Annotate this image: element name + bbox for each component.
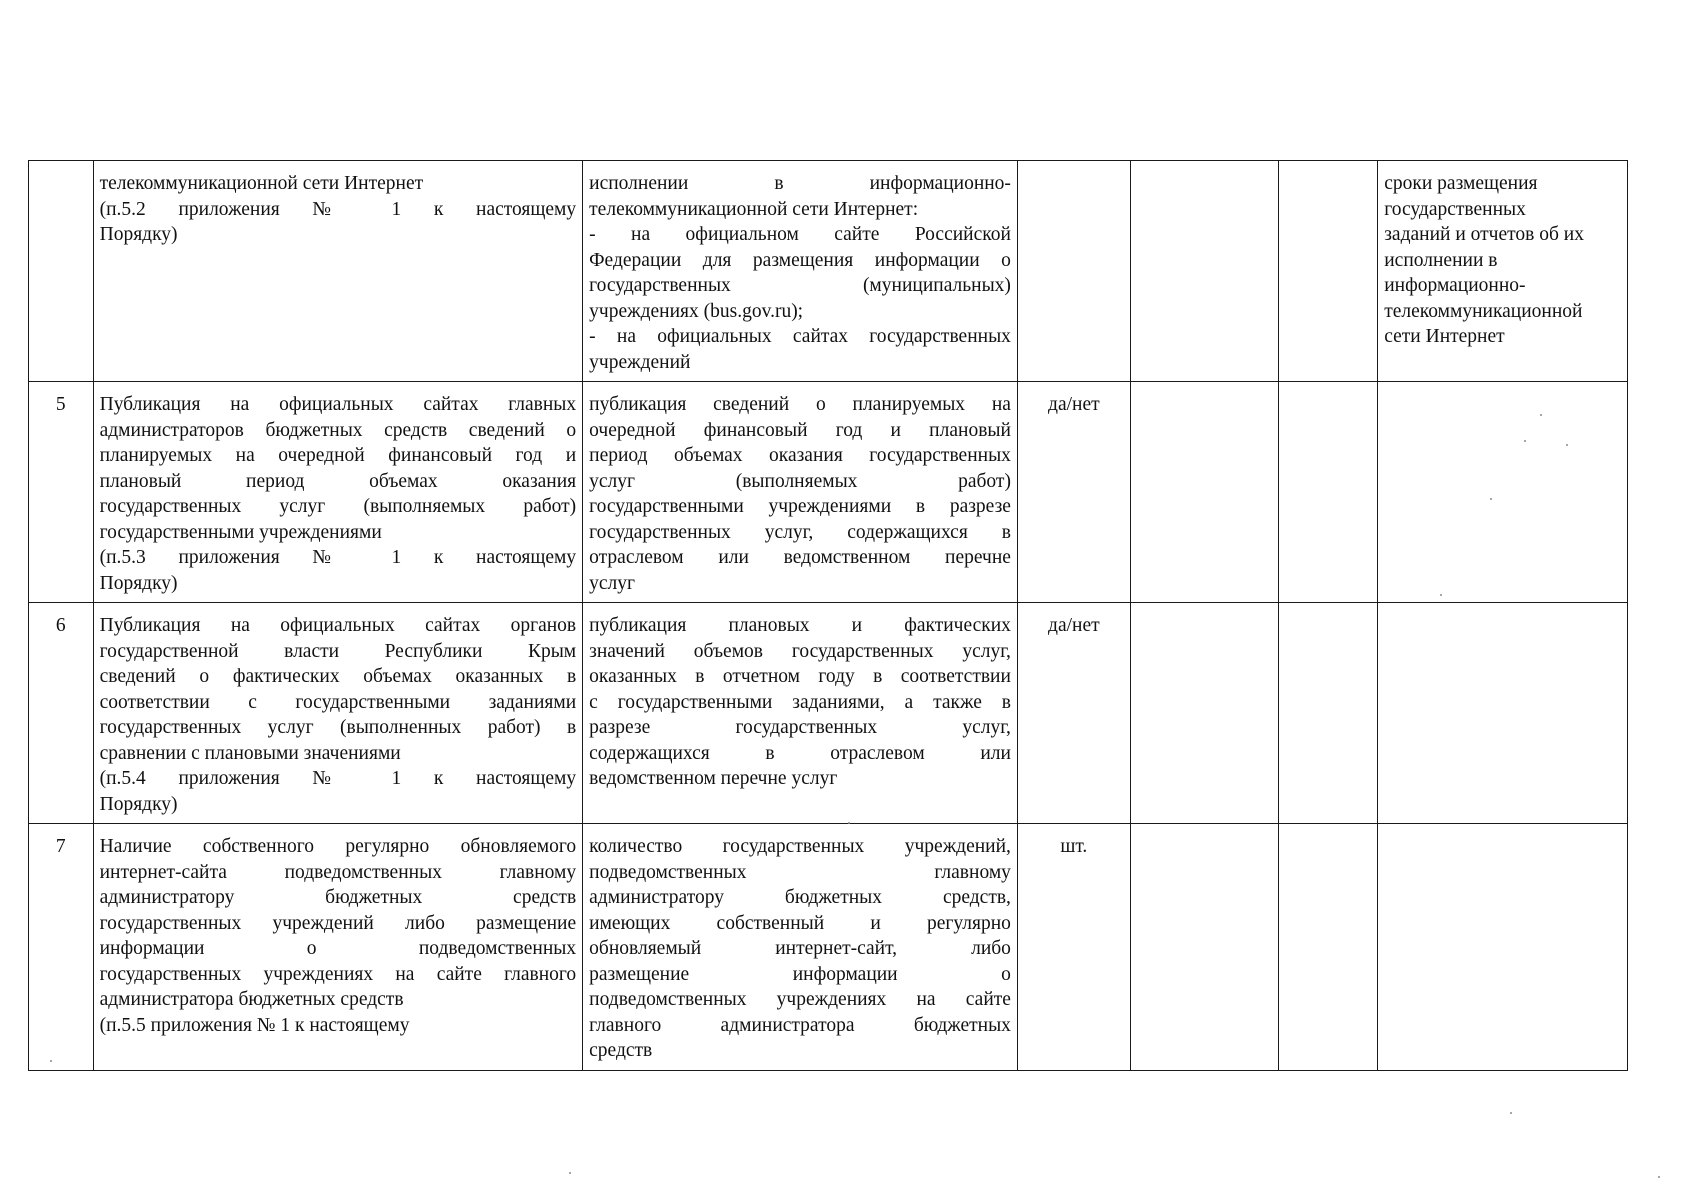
table-row bbox=[29, 603, 1628, 824]
indicator-line: период объемах оказания государственных bbox=[589, 445, 1011, 466]
scan-speck bbox=[1510, 1112, 1512, 1114]
indicator-line: исполнении в информационно- bbox=[589, 173, 1011, 194]
indicator-cell bbox=[583, 824, 1018, 1071]
value-cell bbox=[1278, 603, 1378, 824]
criterion-line: государственных услуг (выполняемых работ) bbox=[99, 496, 577, 517]
indicator-line: отраслевом или ведомственном перечне bbox=[589, 547, 1011, 568]
unit-cell: да/нет bbox=[1017, 603, 1130, 824]
indicator-line: администратору бюджетных средств, bbox=[589, 887, 1011, 908]
indicator-line: государственными учреждениями в разрезе bbox=[589, 496, 1011, 517]
criteria-table bbox=[28, 160, 1628, 1071]
value-cell bbox=[1278, 382, 1378, 603]
criterion-line: Порядку) bbox=[99, 572, 178, 594]
criterion-cell bbox=[93, 161, 583, 382]
note-line: государственных bbox=[1384, 198, 1526, 220]
criterion-line: Наличие собственного регулярно обновляемого bbox=[99, 836, 577, 857]
criterion-cell bbox=[93, 382, 583, 603]
note-cell bbox=[1378, 603, 1628, 824]
scan-speck bbox=[1658, 1176, 1660, 1178]
indicator-line: содержащихся в отраслевом или bbox=[589, 742, 1011, 764]
scan-speck bbox=[50, 1060, 52, 1062]
indicator-line: средств bbox=[589, 1040, 653, 1061]
indicator-line: - на официальных сайтах государственных bbox=[589, 326, 1011, 347]
criterion-line: сравнении с плановыми значениями bbox=[99, 742, 401, 764]
indicator-line: разрезе государственных услуг, bbox=[589, 717, 1011, 738]
indicator-line: Федерации для размещения информации о bbox=[589, 249, 1011, 271]
criterion-line: сведений о фактических объемах оказанных в bbox=[99, 666, 577, 687]
indicator-line: услуг bbox=[589, 572, 636, 594]
value-cell bbox=[1130, 824, 1278, 1071]
unit-cell: шт. bbox=[1017, 824, 1130, 1071]
row-number-cell: 5 bbox=[29, 382, 94, 603]
indicator-line: государственных (муниципальных) bbox=[589, 275, 1011, 296]
criterion-line: (п.5.4 приложения № 1 к настоящему bbox=[99, 768, 577, 789]
criterion-line: администратора бюджетных средств bbox=[99, 989, 404, 1010]
indicator-line: подведомственных учреждениях на сайте bbox=[589, 989, 1011, 1010]
table-row bbox=[29, 161, 1628, 382]
scan-speck bbox=[1566, 444, 1568, 446]
table-row bbox=[29, 824, 1628, 1071]
criterion-line: государственной власти Республики Крым bbox=[99, 640, 577, 662]
scan-speck bbox=[1440, 594, 1442, 596]
indicator-line: - на официальном сайте Российской bbox=[589, 224, 1011, 245]
indicator-line: с государственными заданиями, а также в bbox=[589, 691, 1011, 713]
row-number-cell bbox=[29, 161, 94, 382]
value-cell bbox=[1130, 161, 1278, 382]
criterion-line: информации о подведомственных bbox=[99, 938, 577, 959]
row-number-cell: 6 bbox=[29, 603, 94, 824]
scan-speck bbox=[1524, 440, 1526, 442]
note-cell bbox=[1378, 382, 1628, 603]
criterion-line: (п.5.2 приложения № 1 к настоящему bbox=[99, 198, 577, 220]
criterion-line: государственных учреждений либо размещение bbox=[99, 912, 577, 934]
criterion-line: администраторов бюджетных средств сведений о bbox=[99, 419, 577, 441]
note-cell bbox=[1378, 161, 1628, 382]
indicator-line: количество государственных учреждений, bbox=[589, 836, 1011, 857]
indicator-line: очередной финансовый год и плановый bbox=[589, 419, 1011, 441]
indicator-cell bbox=[583, 382, 1018, 603]
value-cell bbox=[1130, 382, 1278, 603]
indicator-line: публикация плановых и фактических bbox=[589, 615, 1011, 636]
indicator-line: услуг (выполняемых работ) bbox=[589, 470, 1011, 492]
criterion-line: Порядку) bbox=[99, 224, 178, 245]
note-line: сроки размещения bbox=[1384, 173, 1538, 194]
criterion-line: администратору бюджетных средств bbox=[99, 887, 577, 908]
indicator-line: главного администратора бюджетных bbox=[589, 1014, 1011, 1036]
criterion-cell bbox=[93, 824, 583, 1071]
indicator-line: значений объемов государственных услуг, bbox=[589, 640, 1011, 662]
indicator-line: ведомственном перечне услуг bbox=[589, 768, 838, 789]
indicator-line: телекоммуникационной сети Интернет: bbox=[589, 198, 919, 220]
criterion-line: интернет-сайта подведомственных главному bbox=[99, 861, 577, 883]
row-number-cell: 7 bbox=[29, 824, 94, 1071]
note-cell bbox=[1378, 824, 1628, 1071]
indicator-line: имеющих собственный и регулярно bbox=[589, 912, 1011, 934]
criterion-line: Публикация на официальных сайтах главных bbox=[99, 394, 577, 415]
criterion-line: (п.5.3 приложения № 1 к настоящему bbox=[99, 547, 577, 568]
note-line: исполнении в bbox=[1384, 249, 1498, 271]
table-row bbox=[29, 382, 1628, 603]
criterion-line: плановый период объемах оказания bbox=[99, 470, 577, 492]
value-cell bbox=[1278, 161, 1378, 382]
criterion-line: телекоммуникационной сети Интернет bbox=[99, 173, 424, 194]
value-cell bbox=[1278, 824, 1378, 1071]
criterion-line: Публикация на официальных сайтах органов bbox=[99, 615, 577, 636]
note-line: заданий и отчетов об их bbox=[1384, 224, 1584, 245]
criterion-cell bbox=[93, 603, 583, 824]
unit-cell bbox=[1017, 161, 1130, 382]
criterion-line: соответствии с государственными заданиями bbox=[99, 691, 577, 713]
criterion-line: государственных учреждениях на сайте главного bbox=[99, 963, 577, 985]
indicator-line: публикация сведений о планируемых на bbox=[589, 394, 1011, 415]
indicator-cell bbox=[583, 161, 1018, 382]
scan-speck bbox=[848, 822, 850, 824]
criterion-line: планируемых на очередной финансовый год и bbox=[99, 445, 577, 466]
indicator-line: оказанных в отчетном году в соответствии bbox=[589, 666, 1011, 687]
unit-cell: да/нет bbox=[1017, 382, 1130, 603]
indicator-cell bbox=[583, 603, 1018, 824]
note-line: сети Интернет bbox=[1384, 326, 1505, 347]
criterion-line: государственных услуг (выполненных работ) в bbox=[99, 717, 577, 738]
note-line: телекоммуникационной bbox=[1384, 300, 1583, 322]
indicator-line: обновляемый интернет-сайт, либо bbox=[589, 938, 1011, 959]
value-cell bbox=[1130, 603, 1278, 824]
criterion-line: Порядку) bbox=[99, 793, 178, 815]
note-line: информационно- bbox=[1384, 275, 1526, 296]
indicator-line: учреждений bbox=[589, 351, 691, 373]
scan-speck bbox=[1540, 414, 1542, 416]
indicator-line: размещение информации о bbox=[589, 963, 1011, 985]
scan-speck bbox=[569, 1172, 571, 1174]
indicator-line: подведомственных главному bbox=[589, 861, 1011, 883]
criterion-line: государственными учреждениями bbox=[99, 521, 382, 543]
criterion-line: (п.5.5 приложения № 1 к настоящему bbox=[99, 1014, 410, 1036]
indicator-line: учреждениях (bus.gov.ru); bbox=[589, 300, 804, 322]
indicator-line: государственных услуг, содержащихся в bbox=[589, 521, 1011, 543]
scan-speck bbox=[1490, 498, 1492, 500]
